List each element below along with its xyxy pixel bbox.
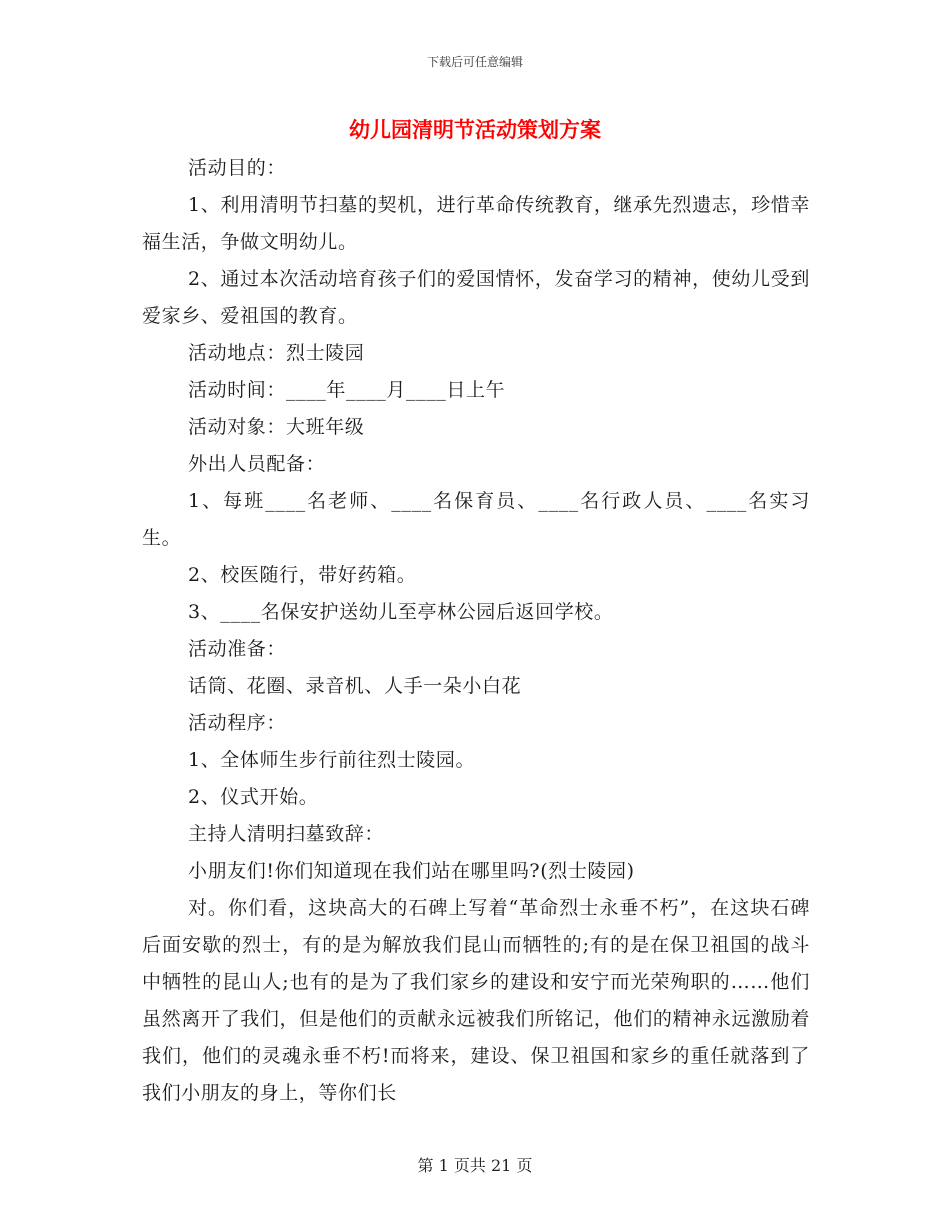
paragraph-procedure-heading: 活动程序： (188, 712, 287, 734)
paragraph-staff-3: 3、____名保安护送幼儿至亭林公园后返回学校。 (188, 601, 614, 623)
paragraph-host-speech: 对。你们看，这块高大的石碑上写着“革命烈士永垂不朽”，在这块石碑后面安歇的烈士，有的是为解放我们昆山而牺牲的;有的是在保卫祖国的战斗中牺牲的昆山人;也有的是为了我们家乡的建设和安宁而光荣殉职的……他们虽然离开了我们，但是他们的贡献永远被我们所铭记，他们的精神永远激励着我们，他们的灵魂永垂不朽!而将来，建设、保卫祖国和家乡的重任就落到了我们小朋友的身上，等你们长 (142, 897, 810, 1104)
paragraph-time: 活动时间：____年____月____日上午 (188, 379, 506, 401)
paragraph-procedure-1: 1、全体师生步行前往烈士陵园。 (188, 749, 476, 771)
paragraph-purpose-heading: 活动目的： (188, 157, 287, 179)
paragraph-location: 活动地点：烈士陵园 (188, 342, 365, 364)
paragraph-audience: 活动对象：大班年级 (188, 416, 365, 438)
paragraph-staff-2: 2、校医随行，带好药箱。 (188, 564, 417, 586)
paragraph-preparation-heading: 活动准备： (188, 638, 287, 660)
paragraph-host-speech-heading: 主持人清明扫墓致辞： (188, 823, 385, 845)
page-header-note: 下载后可任意编辑 (426, 55, 523, 69)
document-body (142, 150, 810, 1112)
page-number: 第 1 页共 21 页 (417, 1156, 533, 1175)
paragraph-purpose-2: 2、通过本次活动培育孩子们的爱国情怀，发奋学习的精神，使幼儿受到爱家乡、爱祖国的教育。 (142, 268, 810, 327)
paragraph-procedure-2: 2、仪式开始。 (188, 786, 319, 808)
paragraph-staff-heading: 外出人员配备： (188, 453, 326, 475)
paragraph-preparation-items: 话筒、花圈、录音机、人手一朵小白花 (188, 675, 522, 697)
paragraph-host-question: 小朋友们!你们知道现在我们站在哪里吗?(烈士陵园) (188, 860, 635, 882)
document-title: 幼儿园清明节活动策划方案 (349, 117, 601, 142)
paragraph-purpose-1: 1、利用清明节扫墓的契机，进行革命传统教育，继承先烈遗志，珍惜幸福生活，争做文明幼儿。 (142, 194, 810, 253)
paragraph-staff-1: 1、每班____名老师、____名保育员、____名行政人员、____名实习生。 (142, 490, 810, 549)
